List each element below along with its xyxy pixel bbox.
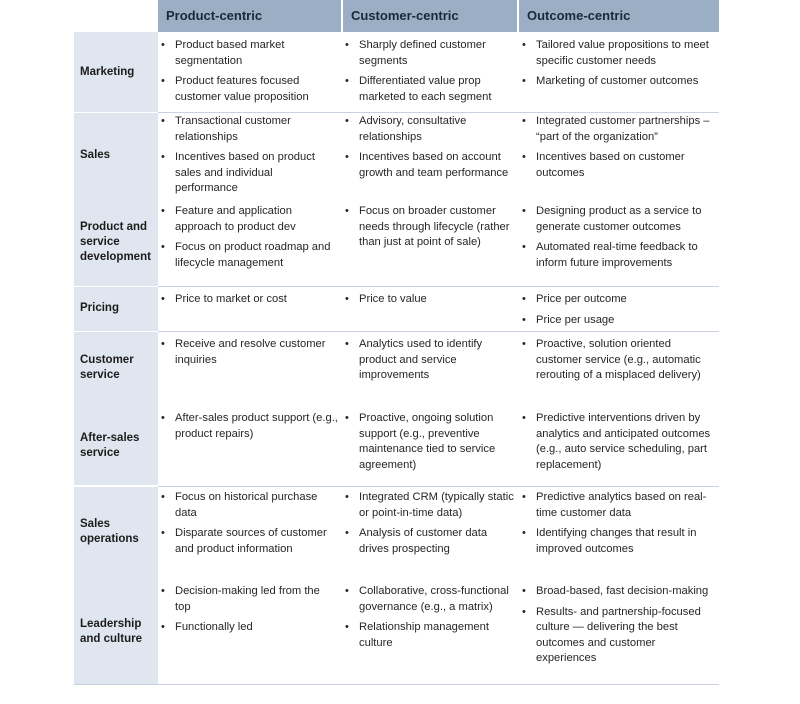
bullet-list bbox=[158, 411, 338, 442]
table-cell bbox=[519, 490, 717, 562]
table-cell bbox=[342, 584, 514, 656]
bullet-item: • Disparate sources of customer and product information bbox=[158, 526, 338, 557]
bullet-item: • Results- and partnership-focused culture — delivering the best outcomes and customer experiences bbox=[519, 605, 717, 667]
bullet-item: • Collaborative, cross-functional governance (e.g., a matrix) bbox=[342, 584, 514, 615]
bullet-item: • Relationship management culture bbox=[342, 620, 514, 651]
table-cell bbox=[342, 38, 514, 110]
bullet-list bbox=[342, 292, 514, 308]
bullet-item: • Tailored value propositions to meet specific customer needs bbox=[519, 38, 717, 69]
table-cell bbox=[158, 490, 338, 562]
row-label: Sales bbox=[80, 148, 111, 161]
bullet-list bbox=[158, 337, 338, 368]
bullet-item: • Analytics used to identify product and service improvements bbox=[342, 337, 514, 384]
table-cell bbox=[158, 114, 338, 202]
bullet-list bbox=[342, 411, 514, 473]
bullet-list bbox=[342, 38, 514, 105]
bullet-item: • Advisory, consultative relationships bbox=[342, 114, 514, 145]
bullet-item: • Feature and application approach to product dev bbox=[158, 204, 338, 235]
bullet-item: • Decision-making led from the top bbox=[158, 584, 338, 615]
bullet-item: • Transactional customer relationships bbox=[158, 114, 338, 145]
bullet-item: • Focus on broader customer needs through lifecycle (rather than just at point of sale) bbox=[342, 204, 514, 251]
bullet-item: • Predictive analytics based on real-time customer data bbox=[519, 490, 717, 521]
table-cell bbox=[519, 38, 717, 95]
bullet-item: • Proactive, ongoing solution support (e.g., preventive maintenance tied to service agreement) bbox=[342, 411, 514, 473]
bullet-list bbox=[519, 411, 717, 473]
bullet-list bbox=[158, 490, 338, 557]
bullet-item: • Price to market or cost bbox=[158, 292, 338, 308]
bullet-item: • Marketing of customer outcomes bbox=[519, 74, 717, 90]
bullet-item: • Focus on historical purchase data bbox=[158, 490, 338, 521]
bullet-list bbox=[519, 337, 717, 384]
bullet-item: • Price to value bbox=[342, 292, 514, 308]
table-cell bbox=[342, 337, 514, 389]
bullet-list bbox=[158, 114, 338, 197]
bullet-list bbox=[342, 204, 514, 251]
table-cell bbox=[342, 204, 514, 256]
bullet-list bbox=[342, 337, 514, 384]
bullet-list bbox=[342, 114, 514, 181]
bullet-item: • Broad-based, fast decision-making bbox=[519, 584, 717, 600]
column-header-product-centric: Product-centric bbox=[158, 0, 341, 32]
bullet-list bbox=[519, 204, 717, 271]
bullet-item: • Sharply defined customer segments bbox=[342, 38, 514, 69]
bullet-item: • Price per usage bbox=[519, 313, 717, 329]
bullet-item: • Receive and resolve customer inquiries bbox=[158, 337, 338, 368]
bullet-list bbox=[519, 114, 717, 181]
bullet-item: • Automated real-time feedback to inform future improvements bbox=[519, 240, 717, 271]
table-bottom-border bbox=[74, 684, 719, 685]
table-cell bbox=[158, 204, 338, 276]
bullet-item: • Price per outcome bbox=[519, 292, 717, 308]
table-cell bbox=[342, 411, 514, 478]
bullet-item: • Incentives based on account growth and team performance bbox=[342, 150, 514, 181]
bullet-item: • Focus on product roadmap and lifecycle management bbox=[158, 240, 338, 271]
column-header-customer-centric: Customer-centric bbox=[341, 0, 517, 32]
row-label: Product and service development bbox=[80, 220, 151, 263]
row-separator bbox=[158, 112, 719, 113]
bullet-item: • Predictive interventions driven by analytics and anticipated outcomes (e.g., auto service scheduling, part replacement) bbox=[519, 411, 717, 473]
bullet-item: • Integrated customer partnerships – “part of the organization” bbox=[519, 114, 717, 145]
table-cell bbox=[158, 337, 338, 373]
bullet-list bbox=[519, 38, 717, 90]
bullet-item: • Differentiated value prop marketed to each segment bbox=[342, 74, 514, 105]
table-cell bbox=[519, 292, 717, 333]
table-cell bbox=[158, 584, 338, 641]
bullet-item: • Product based market segmentation bbox=[158, 38, 338, 69]
row-label: Pricing bbox=[80, 302, 119, 314]
row-label: Sales operations bbox=[80, 518, 139, 545]
bullet-item: • Identifying changes that result in improved outcomes bbox=[519, 526, 717, 557]
bullet-item: • Proactive, solution oriented customer service (e.g., automatic rerouting of a misplaced delivery) bbox=[519, 337, 717, 384]
table-cell bbox=[519, 411, 717, 478]
table-cell bbox=[158, 292, 338, 313]
table-cell bbox=[519, 584, 717, 672]
table-cell bbox=[342, 490, 514, 562]
bullet-item: • Incentives based on product sales and individual performance bbox=[158, 150, 338, 197]
bullet-list bbox=[158, 292, 338, 308]
bullet-list bbox=[342, 584, 514, 651]
bullet-item: • Designing product as a service to generate customer outcomes bbox=[519, 204, 717, 235]
bullet-item: • Analysis of customer data drives prospecting bbox=[342, 526, 514, 557]
bullet-list bbox=[158, 38, 338, 105]
bullet-list bbox=[342, 490, 514, 557]
row-label: After-sales service bbox=[80, 431, 140, 459]
bullet-list bbox=[158, 204, 338, 271]
table-cell bbox=[519, 204, 717, 276]
table-cell bbox=[158, 38, 338, 110]
bullet-list bbox=[158, 584, 338, 636]
bullet-item: • Functionally led bbox=[158, 620, 338, 636]
table-cell bbox=[342, 292, 514, 313]
row-separator bbox=[158, 486, 719, 487]
row-label: Leadership and culture bbox=[80, 618, 142, 645]
bullet-list bbox=[519, 292, 717, 328]
bullet-list bbox=[519, 490, 717, 557]
table-cell bbox=[519, 114, 717, 186]
bullet-item: • Incentives based on customer outcomes bbox=[519, 150, 717, 181]
bullet-list bbox=[519, 584, 717, 667]
table-cell bbox=[158, 411, 338, 447]
column-header-outcome-centric: Outcome-centric bbox=[517, 0, 719, 32]
row-label: Customer service bbox=[80, 354, 134, 381]
bullet-item: • After-sales product support (e.g., product repairs) bbox=[158, 411, 338, 442]
bullet-item: • Integrated CRM (typically static or point-in-time data) bbox=[342, 490, 514, 521]
bullet-item: • Product features focused customer value proposition bbox=[158, 74, 338, 105]
table-cell bbox=[519, 337, 717, 389]
table-cell bbox=[342, 114, 514, 186]
row-separator bbox=[158, 286, 719, 287]
row-label: Marketing bbox=[80, 65, 135, 78]
